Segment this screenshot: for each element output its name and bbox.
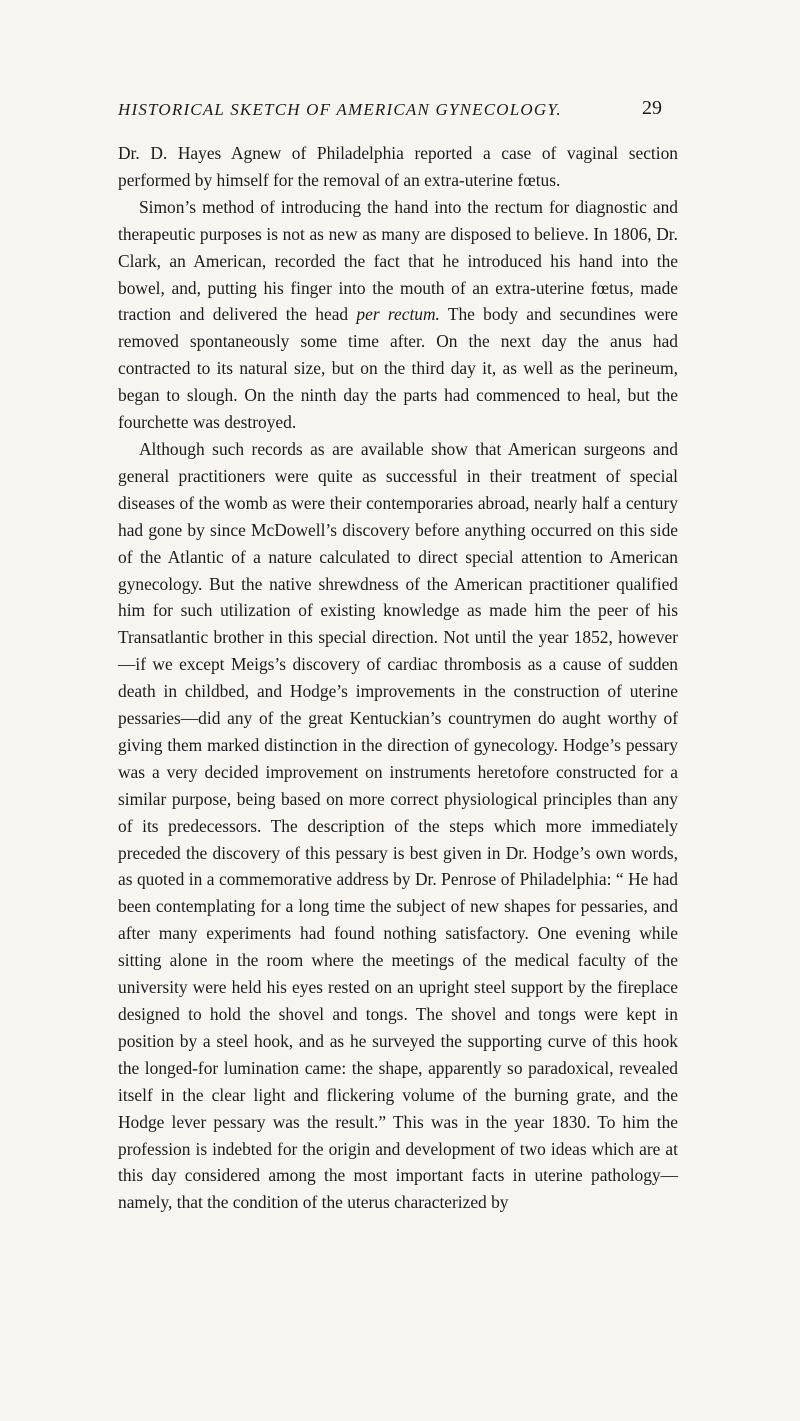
paragraph-text: Simon’s method of introducing the hand into the rectum for diagnostic and therapeutic purposes is not as new as many are disposed to believe. In 1806, Dr. Clark, an American, recorded the fact that he introduced his hand into the bowel, and, putting his finger into the mouth of an extra-uterine fœtus, made traction and delivered the head (118, 196, 678, 325)
paragraph-text: The body and secundines were removed spontaneously some time after. On the next day the anus had contracted to its natural size, but on the third day it, as well as the perineum, began to slough. On the ninth day the parts had commenced to heal, but the fourchette was destroyed. (118, 304, 679, 433)
paragraph-agnew: Dr. D. Hayes Agnew of Philadelphia reported a case of vaginal section performed by himself for the removal of an extra-uterine fœtus. (118, 143, 678, 190)
paragraph-simon-method (118, 194, 678, 436)
running-head: HISTORICAL SKETCH OF AMERICAN GYNECOLOGY. (118, 100, 562, 119)
page-number: 29 (642, 97, 662, 119)
italic-phrase: per rectum. (356, 304, 440, 325)
body-text (118, 140, 678, 1216)
paragraph-american-gynecology: Although such records as are available show that American surgeons and general practitioners were quite as successful in their treatment of special diseases of the womb as were their contemporaries abroad, nearly half a century had gone by since McDowell’s discovery before anything occurred on this side of the Atlantic of a nature calculated to direct special attention to American gynecology. But the native shrewdness of the American practitioner qualified him for such utilization of existing knowledge as made him the peer of his Transatlantic brother in this special direction. Not until the year 1852, however—if we except Meigs’s discovery of cardiac thrombosis as a cause of sudden death in childbed, and Hodge’s improvements in the construction of uterine pessaries—did any of the great Kentuckian’s countrymen do aught worthy of giving them marked distinction in the direction of gynecology. Hodge’s pessary was a very decided improvement on instruments heretofore constructed for a similar purpose, being based on more correct physiological principles than any of its predecessors. The description of the steps which more immediately preceded the discovery of this pessary is best given in Dr. Hodge’s own words, as quoted in a commemorative address by Dr. Penrose of Philadelphia: “ He had been contemplating for a long time the subject of new shapes for pessaries, and after many experiments had found nothing satisfactory. One evening while sitting alone in the room where the meetings of the medical faculty of the university were held his eyes rested on an upright steel support by the fireplace designed to hold the shovel and tongs. The shovel and tongs were kept in position by a steel hook, and as he surveyed the supporting curve of this hook the longed-for lumination came: the shape, apparently so paradoxical, revealed itself in the clear light and flickering volume of the burning grate, and the Hodge lever pessary was the result.” This was in the year 1830. To him the profession is indebted for the origin and development of two ideas which are at this day considered among the most important facts in uterine pathology—namely, that the condition of the uterus characterized by (118, 438, 678, 1213)
